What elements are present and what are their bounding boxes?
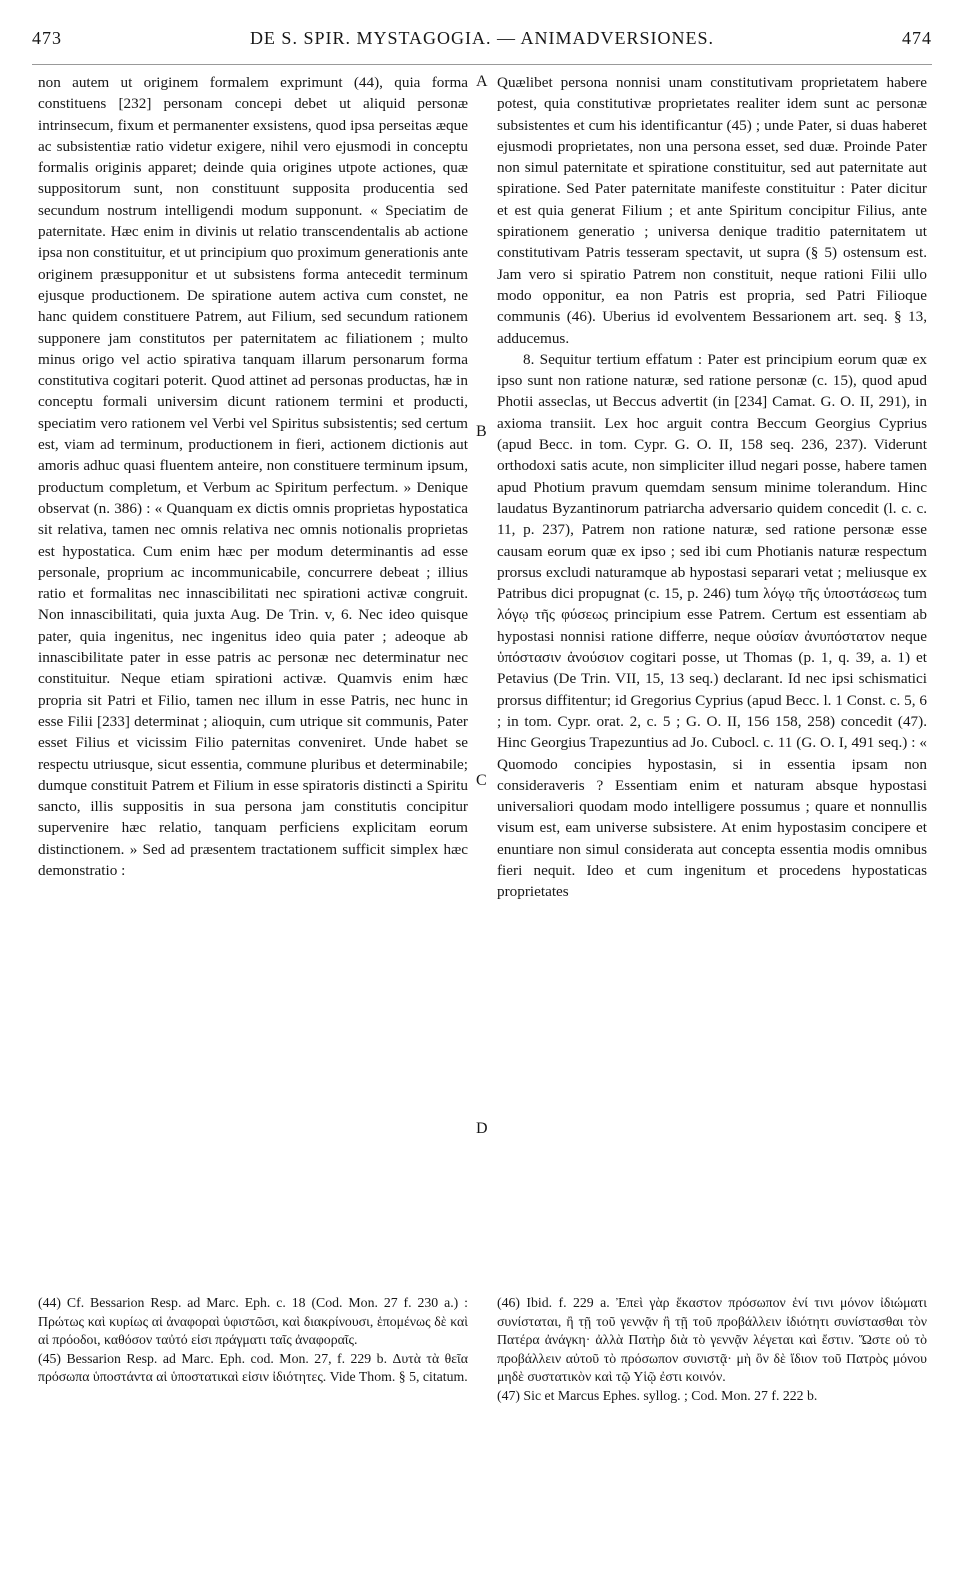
margin-letter-d: D (476, 1120, 488, 1137)
left-paragraph: non autem ut originem formalem exprimunt (44), quia forma constituens [232] personam concepi debet ut aliquid personæ intrinsecum, fixum et permanenter exsistens, quod ipsa perseitas æque ac subsistentiæ ratio videtur exigere, nihil vero ejusmodi in conceptu formalis originis apparet; deinde quia origines utpote actiones, quæ suppositorum sunt, non constituunt supposita producentia sed secundum nostrum intelligendi modum supponunt. « Speciatim de paternitate. Hæc enim in divinis ut relatio transcendentalis ab actione ipsa non constituitur, et ut principium quo proximum generationis ante originem præsupponitur et ut subsistens forma antecedit terminum ejusque productionem. De spiratione autem activa cum constet, ne hanc quidem constituere Patrem, aut Filium, sed secundum rationem supponere jam constitutos per paternitatem ac filiationem ; multo minus origo vel actio spirativa tanquam illarum personarum forma constitutiva cogitari poterit. Quod attinet ad personas productas, hæ in conceptu formali universim dicunt rationem termini et producti, speciatim vero rationem vel Verbi vel Spiritus subsistentis; sed certum est, viam ad terminum, productionem in fieri, actionem dictionis aut amoris adhuc quasi fluentem anteire, non constituere terminum ipsum, productum completum, et Verbum ac Spiritum perfectum. » Denique observat (n. 386) : « Quanquam ex dictis omnis proprietas hypostatica sit relativa, tamen nec omnis relativa nec omnis notionalis proprietas est hypostatica. Cum enim hæc per modum determinantis ad esse personale, proprium ac incommunicabile, concurrere debeat ; illius ratio et formalitas nec innascibilitati nec spirationi activæ congruit. Non innascibilitati, quia juxta Aug. De Trin. v, 6. Nec ideo quisque pater, quia ingenitus, nec ingenitus ideo quia pater ; adeoque ab innascibilitate pater in esse patris ac personæ nec determinatur nec constituitur. Neque etiam spirationi activæ. Quamvis enim hæc propria sit Patri et Filio, tamen nec illum in esse Patris, nec hunc in esse Filii [233] determinat ; alioquin, cum utrique sit communis, Pater esset Filius et vicissim Filio paternitas conveniret. Unde habet se respectu utriusque, sicut essentia, commune pluribus et determinabile; dumque constituit Patrem et Filium in esse spiratoris distincti a Spiritu sancto, illis suppositis in sua persona jam constitutis concipitur supervenire hæc relatio, tanquam perficiens explicitam eorum distinctionem. » Sed ad præsentem tractationem sufficit simplex hæc demonstratio : (38, 74, 468, 879)
footnotes-left (38, 1294, 468, 1387)
running-title: DE S. SPIR. MYSTAGOGIA. — ANIMADVERSIONES. (249, 28, 715, 48)
page-number-left: 473 (32, 28, 62, 48)
footnotes-right (497, 1294, 927, 1406)
footnote-46: (46) Ibid. f. 229 a. Ἐπεὶ γὰρ ἕκαστον πρόσωπον ἑνί τινι μόνον ἰδιώματι συνίσταται, ἢ τῇ τοῦ γεννᾷν ἢ τῇ τοῦ προβάλλειν ἰδιότητι συνίστασθαι τὸν Πατέρα ἀνάγκη· ἀλλὰ Πατὴρ διὰ τὸ γεννᾷν λέγεται καὶ ἔστιν. Ὥστε οὐ τὸ προβάλλειν αὐτοῦ τὸ πρόσωπον συνιστᾷ· μὴ ὂν δὲ ἴδιον τοῦ Πατρὸς μόνου μηδὲ συστατικὸν καὶ τῷ Υἱῷ ἐστι κοινόν. (497, 1295, 927, 1385)
margin-letter-b: B (476, 423, 487, 440)
page-number-right: 474 (902, 28, 932, 48)
footnote-47: (47) Sic et Marcus Ephes. syllog. ; Cod. Mon. 27 f. 222 b. (497, 1387, 818, 1403)
right-paragraph-2: 8. Sequitur tertium effatum : Pater est principium eorum quæ ex ipso sunt non ratione naturæ, sed ratione personæ (c. 15), quod apud Photii asseclas, ut Beccus advertit (in [234] Camat. G. O. II, 291), in axioma transiit. Lex hoc arguit contra Beccum Georgius Cyprius (apud Becc. in tom. Cypr. G. O. II, 158 seq. 236, 237). Viderunt orthodoxi satis acute, non simpliciter illud negari posse, habere tamen apud Photium pravum quemdam sensum minime tolerandum. Hinc laudatus Byzantinorum patriarcha adversario quidem concedit (l. c. c. 11, p. 237), Patrem non ratione naturæ, sed ratione personæ esse causam eorum quæ ex ipso ; sed ibi cum Photianis naturæ respectum prorsus excludi naturamque ab hypostasi separari vetat ; meliusque ex Patribus dici propugnat (c. 15, p. 246) tum λόγῳ τῆς ὑποστάσεως tum λόγῳ τῆς φύσεως principium esse Patrem. Certum est essentiam ab hypostasi nonnisi ratione differre, neque οὐσίαν ἀνυπόστατον neque ὑπόστασιν ἀνούσιον cogitari posse, ut Thomas (p. 1, q. 39, a. 1) et Petavius (De Trin. VII, 15, 13 seq.) declarant. Id nec ipsi schismatici prorsus diffitentur; id Gregorius Cyprius (apud Becc. l. 1 Const. c. 5, 6 ; in tom. Cypr. orat. 2, c. 5 ; G. O. II, 156 158, 258) concedit (47). Hinc Georgius Trapezuntius ad Jo. Cubocl. c. 11 (G. O. I, 491 seq.) : « Quomodo concipies hypostasin, si in essentia ipsam non consideraveris ? Essentiam enim et naturam absque hypostasi universaliori quodam modo intelligere possumus ; quare et nonnullis visum est, eam universe subsistere. At enim hypostasim concipere et enuntiare non simul considerata aut concepta essentia modis omnibus fieri nequit. Ideo et cum ingenitum et procedens hypostaticas proprietates (497, 350, 927, 901)
footnote-44: (44) Cf. Bessarion Resp. ad Marc. Eph. c. 18 (Cod. Mon. 27 f. 230 a.) : Πρώτως καὶ κυρίως αἱ ἀναφοραὶ ὑφιστῶσι, καὶ διακρίνουσι, ἑπομένως δὲ καὶ αἱ πρόοδοι, καθόσον ταὐτό εἰσι πράγματι ταῖς ἀναφοραῖς. (38, 1295, 468, 1348)
right-paragraph-1: Quælibet persona nonnisi unam constitutivam proprietatem habere potest, quia constitutivæ proprietates realiter idem sunt ac personæ subsistentes et cum his identificantur (45) ; unde Pater, si duas haberet ejusmodi proprietates, non una persona esset, sed duæ. Proinde Pater non simul paternitate et spiratione constituitur, sed aut paternitate aut spiratione. Sed Pater paternitate manifeste constituitur : Pater dicitur et est quia generat Filium ; et ante Spiritum concipitur Filius, ante spirationem generatio ; universa denique traditio paternitatem ut constitutivam Patris tesseram spectavit, ut supra (§ 5) ostensum est. Jam vero si spiratio Patrem non constituit, neque rationi Filii ullo modo opponitur, ea non Patris est propria, sed Patri Filioque communis (46). Uberius id evolventem Bessarionem art. seq. § 13, adducemus. (497, 74, 927, 347)
margin-letter-a: A (476, 73, 488, 90)
running-header (32, 28, 932, 58)
header-rule (32, 64, 932, 65)
footnote-45: (45) Bessarion Resp. ad Marc. Eph. cod. Mon. 27, f. 229 b. Δυτὰ τὰ θεῖα πρόσωπα ὑποστάντα αἱ ὑποστατικαὶ εἰσιν ἰδιότητες. Vide Thom. § 5, citatum. (38, 1350, 468, 1385)
margin-letter-c: C (476, 772, 487, 789)
